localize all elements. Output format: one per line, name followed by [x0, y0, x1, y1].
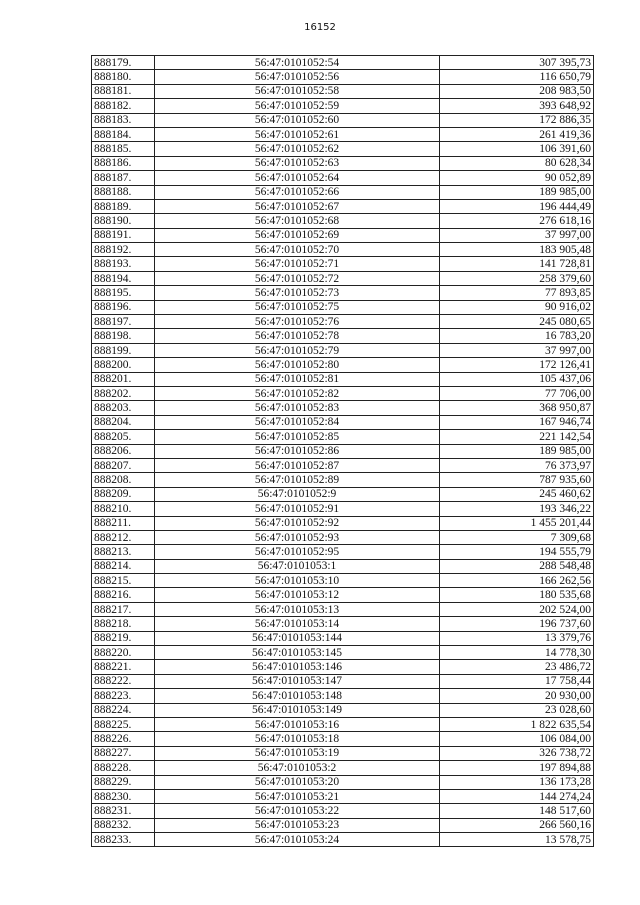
cadastral-number-cell: 56:47:0101052:71	[155, 257, 440, 271]
cadastral-value-cell: 106 391,60	[440, 142, 594, 156]
row-number-cell: 888186.	[92, 156, 155, 170]
row-number-cell: 888232.	[92, 818, 155, 832]
cadastral-value-cell: 37 997,00	[440, 343, 594, 357]
row-number-cell: 888219.	[92, 631, 155, 645]
row-number-cell: 888216.	[92, 588, 155, 602]
row-number-cell: 888227.	[92, 746, 155, 760]
cadastral-value-cell: 105 437,06	[440, 372, 594, 386]
cadastral-number-cell: 56:47:0101052:58	[155, 84, 440, 98]
row-number-cell: 888188.	[92, 185, 155, 199]
row-number-cell: 888220.	[92, 646, 155, 660]
cadastral-value-cell: 13 578,75	[440, 833, 594, 847]
row-number-cell: 888231.	[92, 804, 155, 818]
cadastral-value-cell: 245 080,65	[440, 315, 594, 329]
cadastral-number-cell: 56:47:0101052:95	[155, 545, 440, 559]
row-number-cell: 888183.	[92, 113, 155, 127]
row-number-cell: 888211.	[92, 516, 155, 530]
cadastral-number-cell: 56:47:0101053:22	[155, 804, 440, 818]
cadastral-value-cell: 307 395,73	[440, 56, 594, 70]
cadastral-number-cell: 56:47:0101053:12	[155, 588, 440, 602]
cadastral-value-cell: 77 893,85	[440, 286, 594, 300]
row-number-cell: 888223.	[92, 689, 155, 703]
row-number-cell: 888200.	[92, 358, 155, 372]
cadastral-number-cell: 56:47:0101052:79	[155, 343, 440, 357]
cadastral-value-cell: 326 738,72	[440, 746, 594, 760]
cadastral-number-cell: 56:47:0101052:86	[155, 444, 440, 458]
table-row	[92, 113, 594, 127]
cadastral-value-cell: 166 262,56	[440, 574, 594, 588]
row-number-cell: 888218.	[92, 617, 155, 631]
cadastral-number-cell: 56:47:0101053:19	[155, 746, 440, 760]
table-row	[92, 761, 594, 775]
table-row	[92, 300, 594, 314]
cadastral-value-cell: 16 783,20	[440, 329, 594, 343]
table-row	[92, 372, 594, 386]
table-row	[92, 473, 594, 487]
cadastral-number-cell: 56:47:0101053:148	[155, 689, 440, 703]
table-row	[92, 732, 594, 746]
cadastral-number-cell: 56:47:0101052:75	[155, 300, 440, 314]
row-number-cell: 888228.	[92, 761, 155, 775]
table-row	[92, 502, 594, 516]
cadastral-value-cell: 17 758,44	[440, 674, 594, 688]
row-number-cell: 888215.	[92, 574, 155, 588]
table-row	[92, 545, 594, 559]
row-number-cell: 888187.	[92, 171, 155, 185]
table-row	[92, 674, 594, 688]
table-row	[92, 199, 594, 213]
cadastral-value-cell: 208 983,50	[440, 84, 594, 98]
row-number-cell: 888212.	[92, 530, 155, 544]
table-row	[92, 271, 594, 285]
cadastral-value-cell: 368 950,87	[440, 401, 594, 415]
table-row	[92, 746, 594, 760]
cadastral-number-cell: 56:47:0101052:9	[155, 487, 440, 501]
cadastral-number-cell: 56:47:0101052:91	[155, 502, 440, 516]
cadastral-number-cell: 56:47:0101053:23	[155, 818, 440, 832]
cadastral-value-cell: 245 460,62	[440, 487, 594, 501]
cadastral-value-cell: 787 935,60	[440, 473, 594, 487]
cadastral-number-cell: 56:47:0101052:78	[155, 329, 440, 343]
cadastral-number-cell: 56:47:0101052:69	[155, 228, 440, 242]
row-number-cell: 888194.	[92, 271, 155, 285]
cadastral-number-cell: 56:47:0101053:18	[155, 732, 440, 746]
cadastral-value-cell: 197 894,88	[440, 761, 594, 775]
table-row	[92, 516, 594, 530]
row-number-cell: 888202.	[92, 386, 155, 400]
cadastral-number-cell: 56:47:0101053:13	[155, 602, 440, 616]
cadastral-value-cell: 1 455 201,44	[440, 516, 594, 530]
cadastral-number-cell: 56:47:0101052:66	[155, 185, 440, 199]
cadastral-value-cell: 189 985,00	[440, 444, 594, 458]
cadastral-value-table	[91, 55, 594, 847]
cadastral-number-cell: 56:47:0101052:61	[155, 127, 440, 141]
table-row	[92, 156, 594, 170]
row-number-cell: 888197.	[92, 315, 155, 329]
cadastral-number-cell: 56:47:0101052:63	[155, 156, 440, 170]
table-body	[92, 56, 594, 847]
row-number-cell: 888179.	[92, 56, 155, 70]
cadastral-value-cell: 90 052,89	[440, 171, 594, 185]
table-row	[92, 574, 594, 588]
table-row	[92, 171, 594, 185]
row-number-cell: 888205.	[92, 430, 155, 444]
cadastral-number-cell: 56:47:0101052:93	[155, 530, 440, 544]
cadastral-value-cell: 136 173,28	[440, 775, 594, 789]
cadastral-number-cell: 56:47:0101052:73	[155, 286, 440, 300]
row-number-cell: 888204.	[92, 415, 155, 429]
row-number-cell: 888208.	[92, 473, 155, 487]
cadastral-number-cell: 56:47:0101053:149	[155, 703, 440, 717]
table-row	[92, 444, 594, 458]
cadastral-value-cell: 14 778,30	[440, 646, 594, 660]
table-row	[92, 804, 594, 818]
cadastral-value-cell: 144 274,24	[440, 789, 594, 803]
row-number-cell: 888213.	[92, 545, 155, 559]
cadastral-number-cell: 56:47:0101052:82	[155, 386, 440, 400]
table-row	[92, 84, 594, 98]
table-row	[92, 329, 594, 343]
row-number-cell: 888222.	[92, 674, 155, 688]
cadastral-value-cell: 266 560,16	[440, 818, 594, 832]
cadastral-value-cell: 202 524,00	[440, 602, 594, 616]
cadastral-value-cell: 116 650,79	[440, 70, 594, 84]
table-row	[92, 315, 594, 329]
table-row	[92, 401, 594, 415]
cadastral-number-cell: 56:47:0101053:21	[155, 789, 440, 803]
table-row	[92, 142, 594, 156]
cadastral-value-cell: 189 985,00	[440, 185, 594, 199]
table-row	[92, 415, 594, 429]
cadastral-number-cell: 56:47:0101052:54	[155, 56, 440, 70]
cadastral-number-cell: 56:47:0101053:1	[155, 559, 440, 573]
table-row	[92, 228, 594, 242]
row-number-cell: 888191.	[92, 228, 155, 242]
table-row	[92, 660, 594, 674]
cadastral-number-cell: 56:47:0101052:56	[155, 70, 440, 84]
cadastral-number-cell: 56:47:0101052:72	[155, 271, 440, 285]
row-number-cell: 888193.	[92, 257, 155, 271]
table-row	[92, 689, 594, 703]
row-number-cell: 888190.	[92, 214, 155, 228]
row-number-cell: 888210.	[92, 502, 155, 516]
page-number: 16152	[304, 22, 336, 33]
cadastral-number-cell: 56:47:0101053:14	[155, 617, 440, 631]
cadastral-value-cell: 221 142,54	[440, 430, 594, 444]
cadastral-number-cell: 56:47:0101052:68	[155, 214, 440, 228]
cadastral-value-cell: 77 706,00	[440, 386, 594, 400]
cadastral-number-cell: 56:47:0101052:85	[155, 430, 440, 444]
cadastral-value-cell: 141 728,81	[440, 257, 594, 271]
cadastral-value-cell: 7 309,68	[440, 530, 594, 544]
row-number-cell: 888184.	[92, 127, 155, 141]
cadastral-number-cell: 56:47:0101052:80	[155, 358, 440, 372]
row-number-cell: 888196.	[92, 300, 155, 314]
cadastral-value-cell: 23 486,72	[440, 660, 594, 674]
table-row	[92, 631, 594, 645]
row-number-cell: 888199.	[92, 343, 155, 357]
cadastral-number-cell: 56:47:0101053:147	[155, 674, 440, 688]
row-number-cell: 888180.	[92, 70, 155, 84]
table-row	[92, 775, 594, 789]
row-number-cell: 888203.	[92, 401, 155, 415]
row-number-cell: 888214.	[92, 559, 155, 573]
table-row	[92, 458, 594, 472]
cadastral-value-cell: 167 946,74	[440, 415, 594, 429]
cadastral-value-cell: 196 737,60	[440, 617, 594, 631]
row-number-cell: 888198.	[92, 329, 155, 343]
row-number-cell: 888209.	[92, 487, 155, 501]
cadastral-value-cell: 193 346,22	[440, 502, 594, 516]
table-row	[92, 243, 594, 257]
cadastral-value-cell: 1 822 635,54	[440, 717, 594, 731]
row-number-cell: 888225.	[92, 717, 155, 731]
table-row	[92, 717, 594, 731]
table-row	[92, 70, 594, 84]
cadastral-number-cell: 56:47:0101053:10	[155, 574, 440, 588]
cadastral-number-cell: 56:47:0101052:60	[155, 113, 440, 127]
cadastral-number-cell: 56:47:0101052:92	[155, 516, 440, 530]
cadastral-value-cell: 23 028,60	[440, 703, 594, 717]
table-row	[92, 588, 594, 602]
cadastral-number-cell: 56:47:0101053:16	[155, 717, 440, 731]
row-number-cell: 888224.	[92, 703, 155, 717]
cadastral-number-cell: 56:47:0101052:81	[155, 372, 440, 386]
cadastral-number-cell: 56:47:0101052:64	[155, 171, 440, 185]
cadastral-number-cell: 56:47:0101052:87	[155, 458, 440, 472]
cadastral-value-cell: 196 444,49	[440, 199, 594, 213]
row-number-cell: 888221.	[92, 660, 155, 674]
cadastral-value-cell: 76 373,97	[440, 458, 594, 472]
table-row	[92, 646, 594, 660]
cadastral-value-cell: 261 419,36	[440, 127, 594, 141]
table-row	[92, 286, 594, 300]
cadastral-value-cell: 258 379,60	[440, 271, 594, 285]
table-row	[92, 56, 594, 70]
cadastral-value-cell: 20 930,00	[440, 689, 594, 703]
row-number-cell: 888201.	[92, 372, 155, 386]
table-row	[92, 343, 594, 357]
cadastral-value-cell: 288 548,48	[440, 559, 594, 573]
cadastral-number-cell: 56:47:0101052:84	[155, 415, 440, 429]
row-number-cell: 888230.	[92, 789, 155, 803]
table-row	[92, 833, 594, 847]
row-number-cell: 888233.	[92, 833, 155, 847]
cadastral-value-cell: 80 628,34	[440, 156, 594, 170]
table-row	[92, 617, 594, 631]
cadastral-value-cell: 393 648,92	[440, 99, 594, 113]
cadastral-number-cell: 56:47:0101052:62	[155, 142, 440, 156]
table-row	[92, 430, 594, 444]
cadastral-value-cell: 194 555,79	[440, 545, 594, 559]
cadastral-value-cell: 172 886,35	[440, 113, 594, 127]
cadastral-value-cell: 13 379,76	[440, 631, 594, 645]
table-row	[92, 487, 594, 501]
cadastral-number-cell: 56:47:0101053:24	[155, 833, 440, 847]
table-row	[92, 703, 594, 717]
cadastral-value-cell: 172 126,41	[440, 358, 594, 372]
row-number-cell: 888206.	[92, 444, 155, 458]
row-number-cell: 888185.	[92, 142, 155, 156]
cadastral-value-cell: 90 916,02	[440, 300, 594, 314]
row-number-cell: 888217.	[92, 602, 155, 616]
cadastral-number-cell: 56:47:0101053:20	[155, 775, 440, 789]
cadastral-number-cell: 56:47:0101053:146	[155, 660, 440, 674]
cadastral-value-cell: 148 517,60	[440, 804, 594, 818]
table-row	[92, 358, 594, 372]
table-row	[92, 602, 594, 616]
row-number-cell: 888207.	[92, 458, 155, 472]
cadastral-number-cell: 56:47:0101052:70	[155, 243, 440, 257]
cadastral-value-cell: 37 997,00	[440, 228, 594, 242]
row-number-cell: 888226.	[92, 732, 155, 746]
row-number-cell: 888181.	[92, 84, 155, 98]
cadastral-value-cell: 180 535,68	[440, 588, 594, 602]
table-row	[92, 530, 594, 544]
table-row	[92, 214, 594, 228]
cadastral-number-cell: 56:47:0101053:2	[155, 761, 440, 775]
table-row	[92, 99, 594, 113]
cadastral-number-cell: 56:47:0101052:59	[155, 99, 440, 113]
cadastral-number-cell: 56:47:0101053:144	[155, 631, 440, 645]
cadastral-value-cell: 276 618,16	[440, 214, 594, 228]
cadastral-number-cell: 56:47:0101053:145	[155, 646, 440, 660]
row-number-cell: 888182.	[92, 99, 155, 113]
table-row	[92, 559, 594, 573]
row-number-cell: 888189.	[92, 199, 155, 213]
cadastral-value-cell: 106 084,00	[440, 732, 594, 746]
table-row	[92, 127, 594, 141]
row-number-cell: 888229.	[92, 775, 155, 789]
cadastral-number-cell: 56:47:0101052:76	[155, 315, 440, 329]
table-row	[92, 257, 594, 271]
row-number-cell: 888195.	[92, 286, 155, 300]
cadastral-value-cell: 183 905,48	[440, 243, 594, 257]
cadastral-number-cell: 56:47:0101052:67	[155, 199, 440, 213]
cadastral-number-cell: 56:47:0101052:83	[155, 401, 440, 415]
cadastral-number-cell: 56:47:0101052:89	[155, 473, 440, 487]
table-row	[92, 789, 594, 803]
table-row	[92, 185, 594, 199]
row-number-cell: 888192.	[92, 243, 155, 257]
table-row	[92, 818, 594, 832]
table-row	[92, 386, 594, 400]
